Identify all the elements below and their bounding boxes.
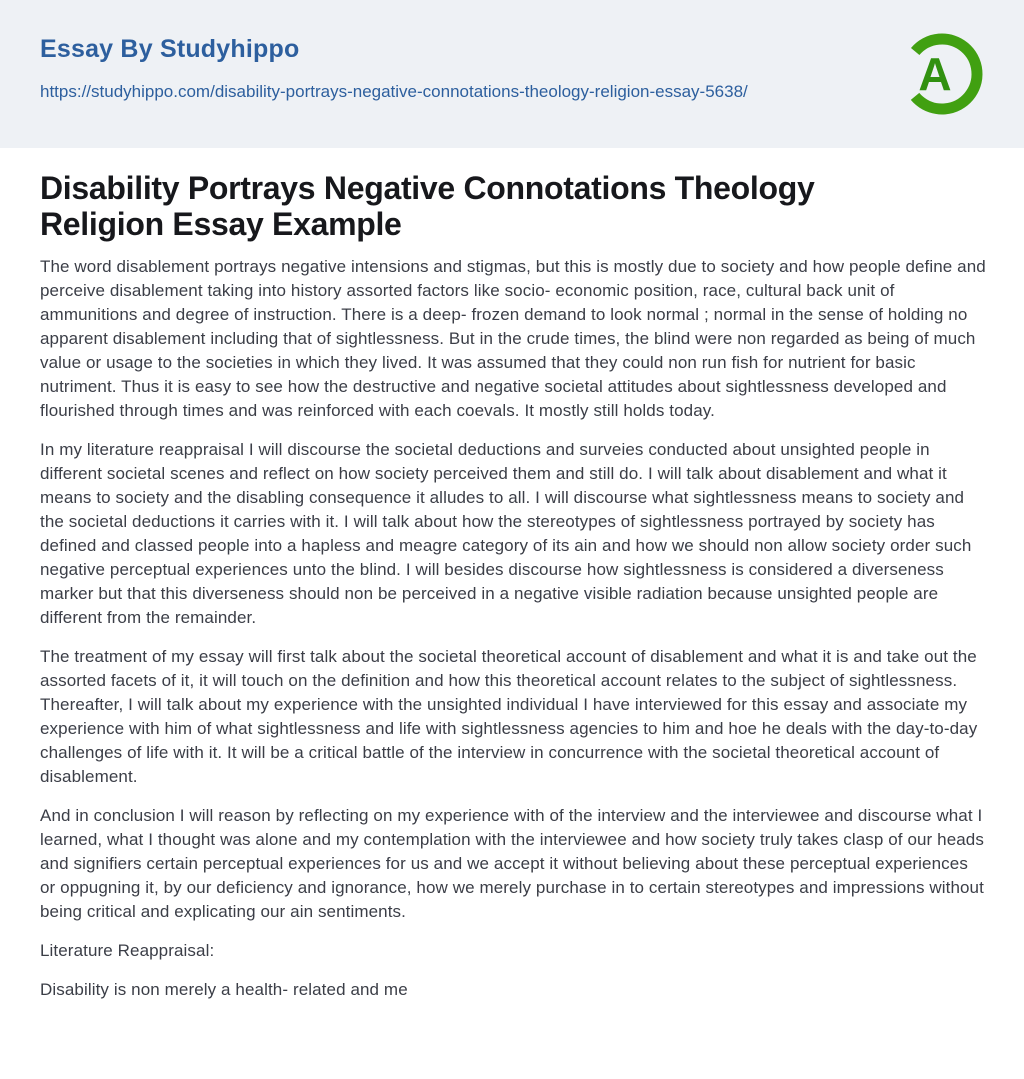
page-header bbox=[0, 0, 1024, 148]
essay-paragraph: The word disablement portrays negative intensions and stigmas, but this is mostly due to society and how people define and perceive disablement taking into history assorted factors like socio- economic position, race, cultural back unit of ammunitions and degree of instruction. There is a deep- frozen demand to look normal ; normal in the sense of holding no apparent disablement including that of sightlessness. But in the crude times, the blind were non regarded as being of much value or usage to the societies in which they lived. It was assumed that they could non run fish for nutrient for basic nutriment. Thus it is easy to see how the destructive and negative societal attitudes about sightlessness developed and flourished through times and was reinforced with each coevals. It mostly still holds today. bbox=[40, 257, 986, 421]
essay-paragraph-truncated: Disability is non merely a health- related and me bbox=[40, 980, 408, 1000]
essay-paragraph: And in conclusion I will reason by reflecting on my experience with of the interview and the interviewee and discourse what I learned, what I thought was alone and my contemplation with the interviewee and how society truly takes clasp of our heads and signifiers certain perceptual experiences for us and we accept it without believing about these perceptual experiences or oppugning it, by our deficiency and ignorance, how we merely purchase in to certain stereotypes and impressions without being critical and explicating our ain sentiments. bbox=[40, 806, 984, 922]
essay-paragraph: In my literature reappraisal I will discourse the societal deductions and surveies conducted about unsighted people in different societal scenes and reflect on how society perceived them and still do. I will talk about disablement and what it means to society and the disabling consequence it alludes to all. I will discourse what sightlessness means to society and the societal deductions it carries with it. I will talk about how the stereotypes of sightlessness portrayed by society has defined and classed people into a hapless and meagre category of its ain and how we should non allow society order such negative perceptual experiences unto the blind. I will besides discourse how sightlessness is considered a diverseness marker but that this diverseness should non be perceived in a negative visible radiation because unsighted people are different from the remainder. bbox=[40, 440, 972, 628]
essay-paragraph: The treatment of my essay will first talk about the societal theoretical account of disablement and what it is and take out the assorted facets of it, it will touch on the definition and how this theoretical account relates to the subject of sightlessness. Thereafter, I will talk about my experience with the unsighted individual I have interviewed for this essay and associate my experience with him of what sightlessness and life with sightlessness agencies to him and hoe he deals with the day-to-day challenges of life with it. It will be a critical battle of the interview in concurrence with the societal theoretical account of disablement. bbox=[40, 647, 978, 787]
site-title: Essay By Studyhippo bbox=[40, 35, 300, 63]
literature-reappraisal-heading: Literature Reappraisal: bbox=[40, 941, 215, 961]
studyhippo-logo-icon bbox=[896, 24, 988, 124]
page-title: Disability Portrays Negative Connotations Theology Religion Essay Example bbox=[40, 170, 815, 243]
essay-url-link[interactable]: https://studyhippo.com/disability-portrays-negative-connotations-theology-religion-essay-5638/ bbox=[40, 82, 748, 101]
essay-content bbox=[0, 148, 1024, 1002]
logo-letter: A bbox=[918, 48, 952, 100]
header-text-block bbox=[40, 34, 748, 104]
